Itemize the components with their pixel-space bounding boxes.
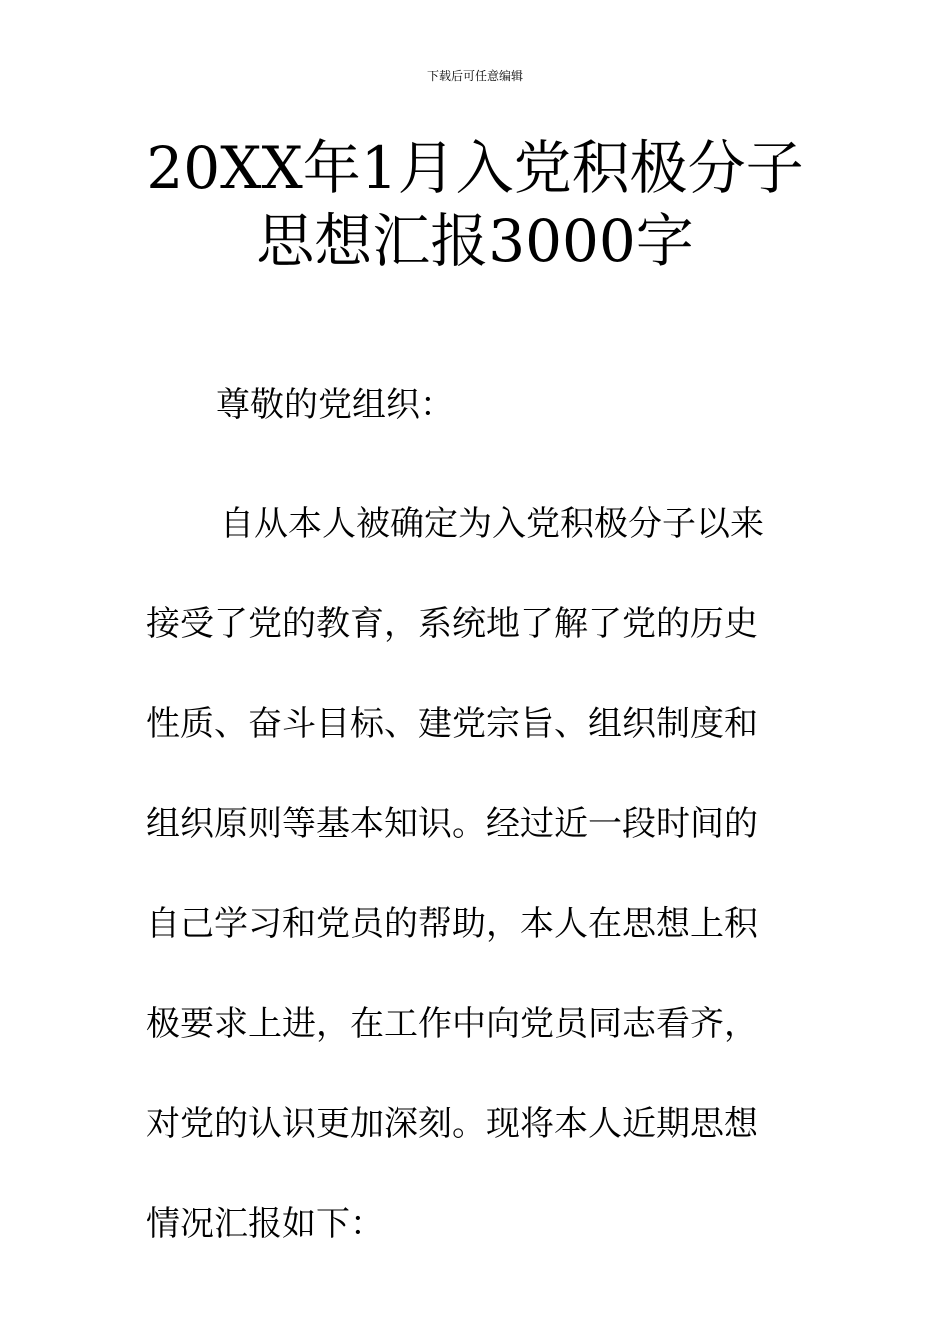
paragraph-line: 接受了党的教育，系统地了解了党的历史 — [146, 604, 758, 644]
title-line-2: 思想汇报3000字 — [256, 207, 694, 275]
paragraph-line: 性质、奋斗目标、建党宗旨、组织制度和 — [146, 704, 758, 744]
body-paragraph — [146, 474, 806, 1274]
paragraph-line: 对党的认识更加深刻。现将本人近期思想 — [146, 1104, 758, 1144]
paragraph-line: 情况汇报如下： — [146, 1204, 384, 1244]
paragraph-line: 极要求上进，在工作中向党员同志看齐， — [146, 1004, 758, 1044]
document-title — [60, 132, 890, 278]
paragraph-line: 自己学习和党员的帮助，本人在思想上积 — [146, 904, 758, 944]
title-line-1: 20XX年1月入党积极分子 — [146, 134, 804, 202]
paragraph-line: 组织原则等基本知识。经过近一段时间的 — [146, 804, 758, 844]
salutation: 尊敬的党组织： — [216, 385, 454, 425]
paragraph-line: 自从本人被确定为入党积极分子以来 — [220, 504, 764, 544]
header-note: 下载后可任意编辑 — [426, 69, 523, 83]
